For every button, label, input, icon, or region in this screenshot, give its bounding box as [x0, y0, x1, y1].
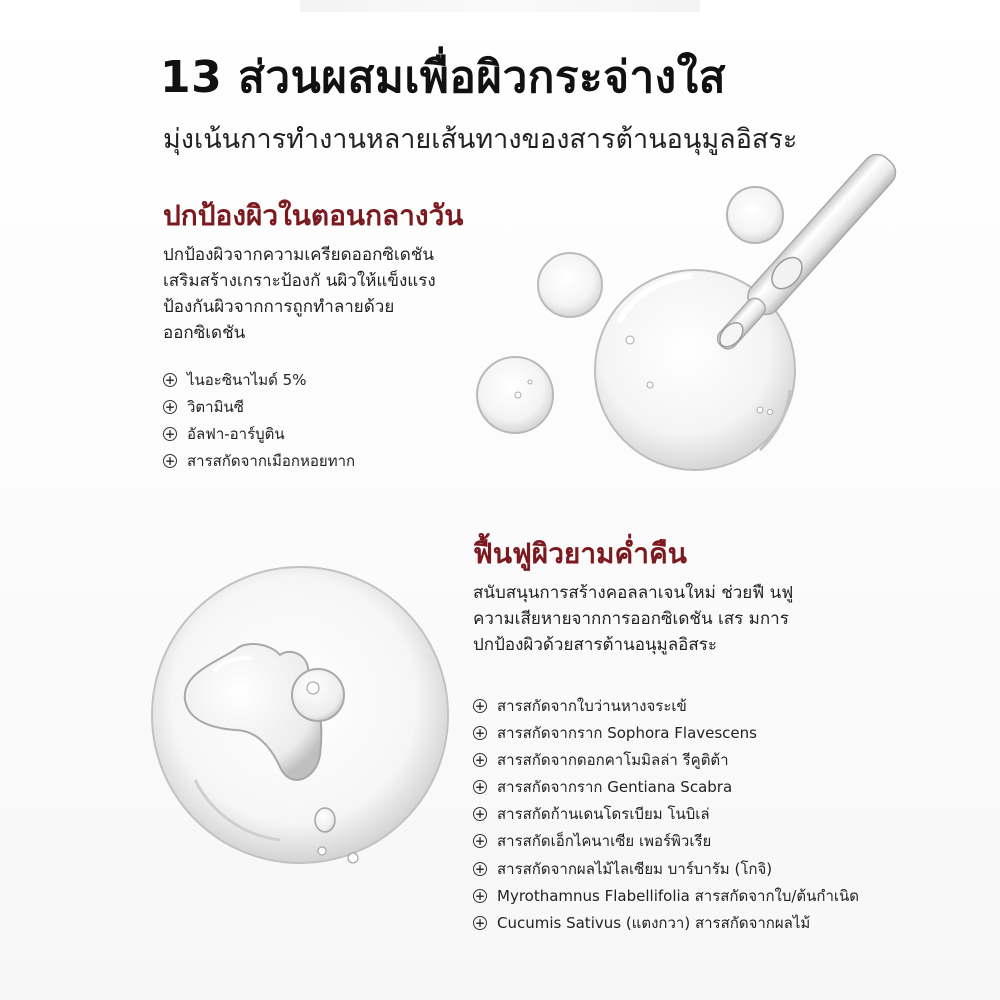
ingredient-label: Myrothamnus Flabellifolia สารสกัดจากใบ/ต้นกำเนิด	[497, 886, 860, 905]
plus-circle-icon: +	[474, 726, 486, 741]
plus-circle-icon: +	[474, 753, 486, 768]
plus-circle-icon: +	[474, 807, 486, 822]
plus-circle-icon: +	[474, 915, 486, 930]
ingredient-item	[473, 828, 903, 855]
ingredient-item	[473, 909, 903, 936]
plus-circle-icon: +	[474, 834, 486, 849]
description-line: ออกซิเดชัน	[163, 323, 246, 344]
top-edge-shadow	[300, 0, 700, 12]
ingredient-list-night	[473, 692, 903, 936]
ingredient-item	[163, 448, 503, 475]
plus-circle-icon: +	[164, 372, 176, 387]
section-description-night	[473, 580, 903, 658]
page-subtitle: มุ่งเน้นการทำงานหลายเส้นทางของสารต้านอนุมูลอิสระ	[163, 124, 798, 155]
section-title-day: ปกป้องผิวในตอนกลางวัน	[163, 199, 464, 232]
description-line: ปกป้องผิวจากความเครียดออกซิเดชัน	[163, 245, 434, 266]
night-repair-section	[473, 536, 903, 936]
plus-circle-icon: +	[164, 427, 176, 442]
section-title-night: ฟื้นฟูผิวยามค่ำคืน	[473, 537, 687, 570]
plus-circle-icon: +	[164, 400, 176, 415]
ingredient-item	[163, 393, 503, 420]
ingredient-label: วิตามินซี	[187, 398, 244, 417]
plus-circle-icon: +	[164, 454, 176, 469]
ingredient-label: สารสกัดจากราก Gentiana Scabra	[497, 778, 733, 797]
ingredient-label: สารสกัดจากดอกคาโมมิลล่า รีคูติต้า	[497, 751, 729, 770]
plus-circle-icon: +	[474, 698, 486, 713]
description-line: ความเสียหายจากการออกซิเดชัน เสร มการ	[473, 609, 789, 630]
ingredient-label: สารสกัดจากผลไม้ไลเซียม บาร์บารัม (โกจิ)	[497, 859, 773, 878]
ingredient-item	[473, 692, 903, 719]
ingredient-item	[163, 366, 503, 393]
ingredient-item	[473, 801, 903, 828]
plus-circle-icon: +	[474, 780, 486, 795]
ingredient-label: ไนอะซินาไมด์ 5%	[187, 370, 307, 389]
ingredient-item	[473, 855, 903, 882]
ingredient-label: อัลฟา-อาร์บูติน	[187, 425, 285, 444]
serum-droplet-icon	[140, 555, 460, 875]
ingredient-label: สารสกัดก้านเดนโดรเบียม โนบิเล่	[497, 805, 710, 824]
serum-dropper-icon	[460, 150, 900, 510]
ingredient-list-day	[163, 366, 503, 474]
description-line: สนับสนุนการสร้างคอลลาเจนใหม่ ช่วยฟื นฟู	[473, 583, 794, 604]
ingredient-label: Cucumis Sativus (แตงกวา) สารสกัดจากผลไม้	[497, 913, 811, 932]
ingredient-item	[473, 747, 903, 774]
serum-dropper-illustration	[460, 150, 900, 510]
ingredient-item	[163, 421, 503, 448]
serum-droplet-illustration	[140, 555, 460, 875]
ingredient-item	[473, 719, 903, 746]
plus-circle-icon: +	[474, 888, 486, 903]
ingredient-label: สารสกัดเอ็กไคนาเซีย เพอร์พิวเรีย	[497, 832, 712, 851]
description-line: ปกป้องผิวด้วยสารต้านอนุมูลอิสระ	[473, 635, 718, 656]
ingredient-item	[473, 882, 903, 909]
plus-circle-icon: +	[474, 861, 486, 876]
page-title: 13 ส่วนผสมเพื่อผิวกระจ่างใส	[160, 52, 727, 103]
ingredient-label: สารสกัดจากใบว่านหางจระเข้	[497, 696, 687, 715]
description-line: เสริมสร้างเกราะป้องกั นผิวให้แข็งแรง	[163, 271, 436, 292]
ingredient-label: สารสกัดจากเมือกหอยทาก	[187, 452, 356, 471]
ingredient-label: สารสกัดจากราก Sophora Flavescens	[497, 724, 757, 743]
ingredient-item	[473, 774, 903, 801]
day-protection-section	[163, 198, 503, 475]
description-line: ป้องกันผิวจากการถูกทำลายด้วย	[163, 297, 395, 318]
section-description-day	[163, 242, 503, 346]
